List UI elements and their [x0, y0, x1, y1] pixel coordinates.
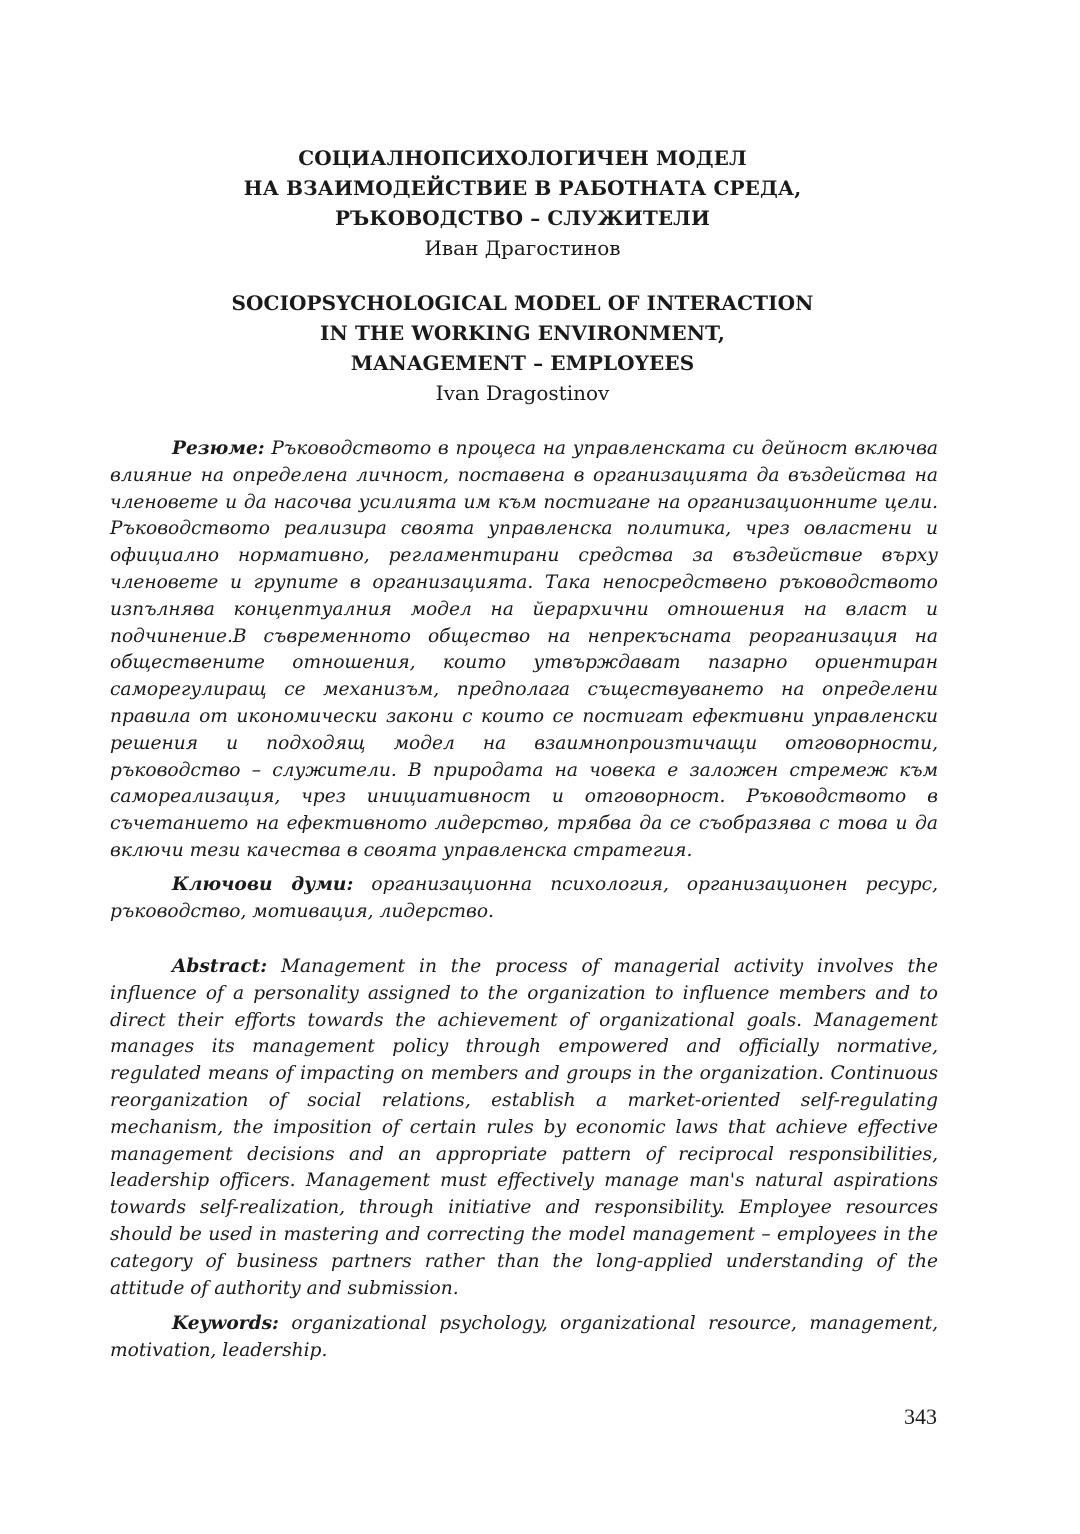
bulgarian-summary-label: Резюме: — [172, 438, 265, 459]
page-number: 343 — [904, 1404, 937, 1429]
bulgarian-title-line: НА ВЗАИМОДЕЙСТВИЕ В РАБОТНАТА СРЕДА, — [243, 176, 802, 200]
bulgarian-author: Иван Драгостинов — [424, 236, 621, 260]
english-abstract — [110, 954, 938, 1302]
bulgarian-summary — [110, 436, 938, 865]
bulgarian-summary-text: Ръководството в процеса на управленската си дейност включва влияние на определена личност, поставена в организацията да въздейства на членовете и да насочва усилията им към постигане на организационните цели. Ръководството реализира своята управленска политика, чрез овластени и официално нормативно, регламентирани средства за въздействие върху членовете и групите в организацията. Така непосредствено ръководството изпълнява концептуалния модел на йерархични отношения на власт и подчинение.В съвременното общество на непрекъсната реорганизация на обществените отношения, които утвърждават пазарно ориентиран саморегулиращ се механизъм, предполага съществуването на определени правила от икономически закони с които се постигат ефективни управленски решения и подходящ модел на взаимнопроизтичащи отговорности, ръководство – служители. В природата на човека е заложен стремеж към самореализация, чрез инициативност и отговорност. Ръководството в съчетанието на ефективното лидерство, трябва да се съобразява с това и да включи тези качества в своята управленска стратегия. — [110, 438, 938, 861]
english-keywords — [110, 1311, 938, 1365]
english-author: Ivan Dragostinov — [435, 381, 610, 405]
english-title-line: MANAGEMENT – EMPLOYEES — [350, 351, 695, 375]
bulgarian-title-block — [100, 143, 945, 262]
bulgarian-keywords-text: организационна психология, организационен ресурс, ръководство, мотивация, лидерство. — [110, 874, 938, 922]
english-abstract-text: Management in the process of managerial activity involves the influence of a personality assigned to the organization to influence members and to direct their efforts towards the achievement of organizational goals. Management manages its management policy through empowered and officially normative, regulated means of impacting on members and groups in the organization. Continuous reorganization of social relations, establish a market-oriented self-regulating mechanism, the imposition of certain rules by economic laws that achieve effective management decisions and an appropriate pattern of reciprocal responsibilities, leadership officers. Management must effectively manage man's natural aspirations towards self-realization, through initiative and responsibility. Employee resources should be used in mastering and correcting the model management – employees in the category of business partners rather than the long-applied understanding of the attitude of authority and submission. — [110, 956, 938, 1299]
english-keywords-label: Keywords: — [172, 1313, 279, 1334]
english-title-block — [100, 288, 945, 407]
english-abstract-label: Abstract: — [172, 956, 268, 977]
english-title-line: SOCIOPSYCHOLOGICAL MODEL OF INTERACTION — [231, 291, 814, 315]
english-keywords-text: organizational psychology, organizational resource, management, motivation, leadership. — [110, 1313, 938, 1361]
bulgarian-keywords — [110, 872, 938, 926]
bulgarian-title-line: РЪКОВОДСТВО – СЛУЖИТЕЛИ — [335, 206, 710, 230]
bulgarian-title-line: СОЦИАЛНОПСИХОЛОГИЧЕН МОДЕЛ — [298, 146, 747, 170]
bulgarian-keywords-label: Ключови думи: — [172, 874, 354, 895]
english-title-line: IN THE WORKING ENVIRONMENT, — [320, 321, 725, 345]
